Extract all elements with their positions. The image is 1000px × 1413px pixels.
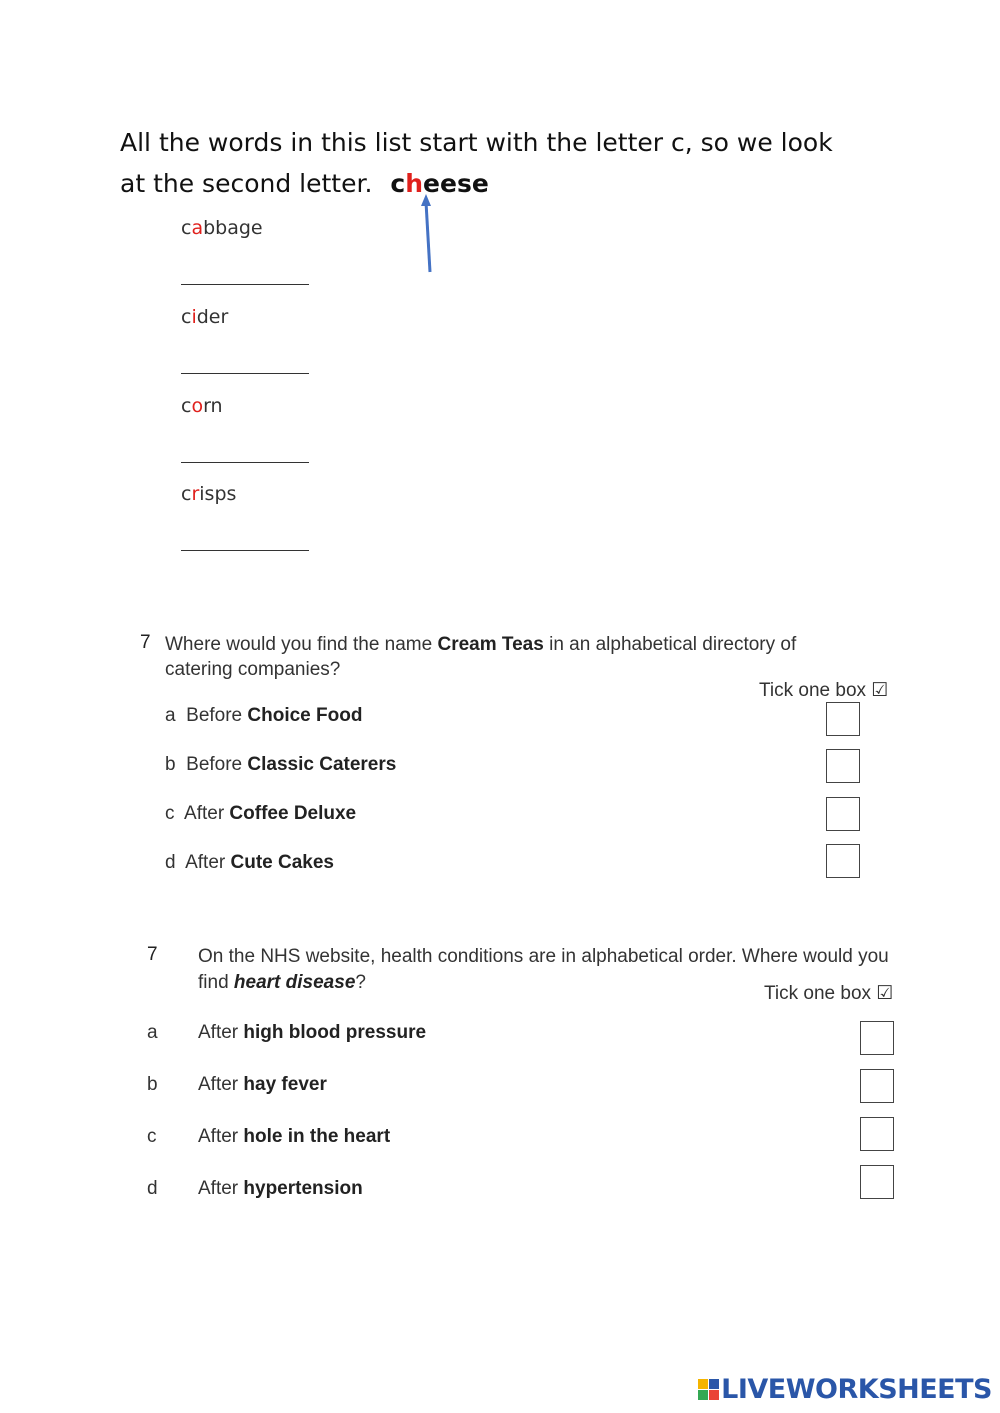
question-2-option-d-letter: d [147, 1178, 158, 1199]
question-2-checkbox-a[interactable] [860, 1021, 894, 1055]
question-2-option-b-letter: b [147, 1074, 158, 1095]
question-2-number: 7 [147, 944, 158, 965]
question-1-option-d: d After Cute Cakes [165, 852, 334, 873]
logo-text: LIVEWORKSHEETS [721, 1374, 992, 1405]
question-1-option-a: a Before Choice Food [165, 705, 363, 726]
question-2-checkbox-d[interactable] [860, 1165, 894, 1199]
intro-text [120, 122, 920, 204]
answer-blank-1[interactable] [181, 284, 309, 285]
question-2-tick-label: Tick one box ☑ [764, 983, 894, 1004]
question-1-checkbox-c[interactable] [826, 797, 860, 831]
question-2-option-a: After high blood pressure [198, 1022, 427, 1043]
question-2-text: On the NHS website, health conditions are in alphabetical order. Where would you find heart disease? [198, 946, 889, 993]
liveworksheets-logo [698, 1374, 992, 1405]
intro-line-1: All the words in this list start with the letter c, so we look [120, 128, 833, 157]
word-item-crisps: crisps [181, 483, 237, 505]
logo-icon [698, 1379, 719, 1400]
question-2-option-a-letter: a [147, 1022, 158, 1043]
answer-blank-3[interactable] [181, 462, 309, 463]
word-item-corn: corn [181, 395, 223, 417]
question-1-checkbox-b[interactable] [826, 749, 860, 783]
question-2-option-c: After hole in the heart [198, 1126, 391, 1147]
up-arrow-icon [412, 192, 442, 277]
question-1-checkbox-d[interactable] [826, 844, 860, 878]
question-1-checkbox-a[interactable] [826, 702, 860, 736]
question-2-option-b: After hay fever [198, 1074, 327, 1095]
intro-line-2: at the second letter. cheese [120, 169, 489, 198]
question-1-text: Where would you find the name Cream Teas in an alphabetical directory of catering companies? [165, 634, 797, 680]
question-2-option-d: After hypertension [198, 1178, 363, 1199]
question-1-tick-label: Tick one box ☑ [759, 680, 889, 701]
question-2-option-c-letter: c [147, 1126, 157, 1147]
question-1-option-c: c After Coffee Deluxe [165, 803, 357, 824]
answer-blank-4[interactable] [181, 550, 309, 551]
question-2-checkbox-b[interactable] [860, 1069, 894, 1103]
question-1-number: 7 [140, 632, 151, 653]
answer-blank-2[interactable] [181, 373, 309, 374]
word-item-cider: cider [181, 306, 229, 328]
question-2-checkbox-c[interactable] [860, 1117, 894, 1151]
word-item-cabbage: cabbage [181, 217, 263, 239]
question-1-option-b: b Before Classic Caterers [165, 754, 397, 775]
keyword-cheese: cheese [390, 169, 489, 198]
